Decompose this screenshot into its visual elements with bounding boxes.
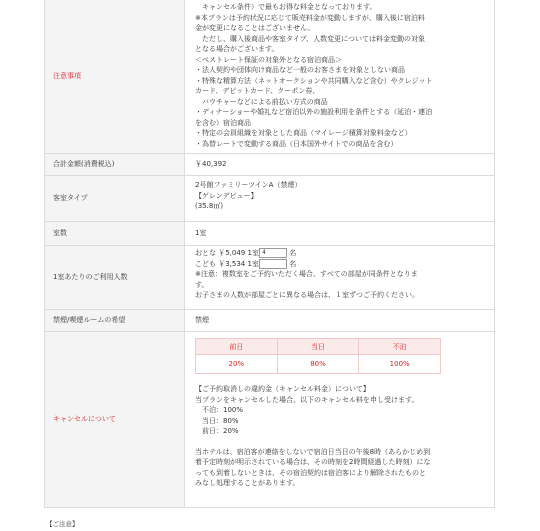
adult-count-input[interactable]: 4 xyxy=(259,248,287,258)
guests-note: お子さまの人数が部屋ごとに異なる場合は、１室ずつご予約ください。 xyxy=(195,291,419,299)
guests-value xyxy=(185,246,494,309)
notes-line: ただし、購入後商品や客室タイプ、人数変更については料金変動の対象 xyxy=(195,34,425,43)
guests-row xyxy=(45,245,494,309)
notes-line: 金が変更になることはございません。 xyxy=(195,24,315,32)
cancel-col-no-show xyxy=(359,339,440,373)
cancel-policy-line: 当日：80% xyxy=(195,416,239,425)
notes-line: ・法人契約や団体向け商品など一般のお客さまを対象としない商品 xyxy=(195,66,405,74)
notes-line: ＜ベストレート保証の対象外となる宿泊商品＞ xyxy=(195,55,342,64)
cancel-rate: 100% xyxy=(389,360,410,368)
smoking-label: 禁煙/喫煙ルームの希望 xyxy=(45,310,185,331)
notes-line: を含む）宿泊商品 xyxy=(195,118,251,127)
cancel-rate: 20% xyxy=(228,360,245,368)
cancel-row xyxy=(45,331,494,507)
rooms-value: 1室 xyxy=(195,229,207,237)
cancel-policy-line: 不泊：100% xyxy=(195,406,244,414)
notes-line: ・特殊な精算方法（ネットオークションや共同購入など含む）やクレジット xyxy=(195,76,433,85)
notes-row xyxy=(45,0,494,153)
child-price: こども ￥3,534 1室 xyxy=(195,259,259,268)
footer-note: 【ご注意】 xyxy=(46,520,79,528)
notes-line: バウチャーなどによる前払い方式の商品 xyxy=(195,97,328,106)
cancel-policy-line: っても到着しないときは、その宿泊契約は宿泊客により解除されたものと xyxy=(195,468,426,477)
notes-label: 注意事項 xyxy=(45,0,185,153)
cancel-col-prev-day xyxy=(196,339,278,373)
cancel-policy-line: 着予定時刻が明示されている場合は、その時刻を2時間経過した時刻）にな xyxy=(195,458,431,466)
adult-line xyxy=(195,248,486,259)
cancel-header: 前日 xyxy=(196,339,277,355)
cancel-value xyxy=(185,332,494,507)
total-label: 合計金額(消費税込) xyxy=(45,154,185,175)
cancel-header: 不泊 xyxy=(359,339,440,355)
notes-line: キャンセル条件）で最もお得な料金となっております。 xyxy=(195,3,377,11)
notes-line: ・特定の会員組織を対象とした商品（マイレージ積算対象料金など） xyxy=(195,129,412,137)
guests-label: 1室あたりのご利用人数 xyxy=(45,246,185,309)
notes-text xyxy=(185,0,494,153)
guests-note: す。 xyxy=(195,280,209,289)
cancel-label: キャンセルについて xyxy=(45,332,185,507)
room-type-view: 【ゲレンデビュー】 xyxy=(195,191,258,200)
child-count-input[interactable] xyxy=(259,259,287,269)
total-row xyxy=(45,153,494,175)
cancel-fee-table xyxy=(195,338,441,374)
notes-line: ※本プランは予約状況に応じて販売料金が変動しますが、購入後に宿泊料 xyxy=(195,13,425,22)
notes-line: ・ディナーショーや婚礼など宿泊以外の施設利用を条件とする（延泊・連泊 xyxy=(195,108,433,116)
cancel-policy-line: 前日：20% xyxy=(195,427,239,435)
notes-line: ・為替レートで変動する商品（日本国外サイトでの商品を含む） xyxy=(195,139,398,148)
room-type-value xyxy=(185,176,494,221)
cancel-policy-line: 当プランをキャンセルした場合、以下のキャンセル料を申し受けます。 xyxy=(195,395,419,404)
adult-price: おとな ￥5,049 1室 xyxy=(195,249,259,257)
notes-line: となる場合がございます。 xyxy=(195,45,279,53)
rooms-row xyxy=(45,221,494,245)
booking-details-table xyxy=(44,0,495,508)
cancel-col-same-day xyxy=(278,339,360,373)
notes-line: カード、デビットカード、クーポン券、 xyxy=(195,87,320,95)
room-type-label: 客室タイプ xyxy=(45,176,185,221)
cancel-policy-line: みなし処理することがあります。 xyxy=(195,479,300,487)
guests-note: ※注意：複数室をご予約いただく場合、すべての部屋が同条件となりま xyxy=(195,270,418,278)
smoking-row xyxy=(45,309,494,331)
cancel-policy-line xyxy=(195,437,486,447)
adult-unit: 名 xyxy=(289,249,297,257)
smoking-value: 禁煙 xyxy=(195,316,209,324)
cancel-policy-line: 【ご予約取消しの違約金（キャンセル料金）について】 xyxy=(195,385,370,393)
cancel-header: 当日 xyxy=(278,339,359,355)
cancel-policy-line: 当ホテルは、宿泊客が連絡をしないで宿泊日当日の午後8時（あらかじめ到 xyxy=(195,447,431,456)
total-value: ￥40,392 xyxy=(195,160,227,168)
room-type-row xyxy=(45,175,494,221)
child-unit: 名 xyxy=(289,259,297,268)
room-type-name: 2号館ファミリーツインA（禁煙） xyxy=(195,181,302,189)
room-type-size: (35.8㎡) xyxy=(195,202,224,210)
cancel-rate: 80% xyxy=(310,360,326,368)
child-line xyxy=(195,259,486,270)
rooms-label: 室数 xyxy=(45,222,185,245)
